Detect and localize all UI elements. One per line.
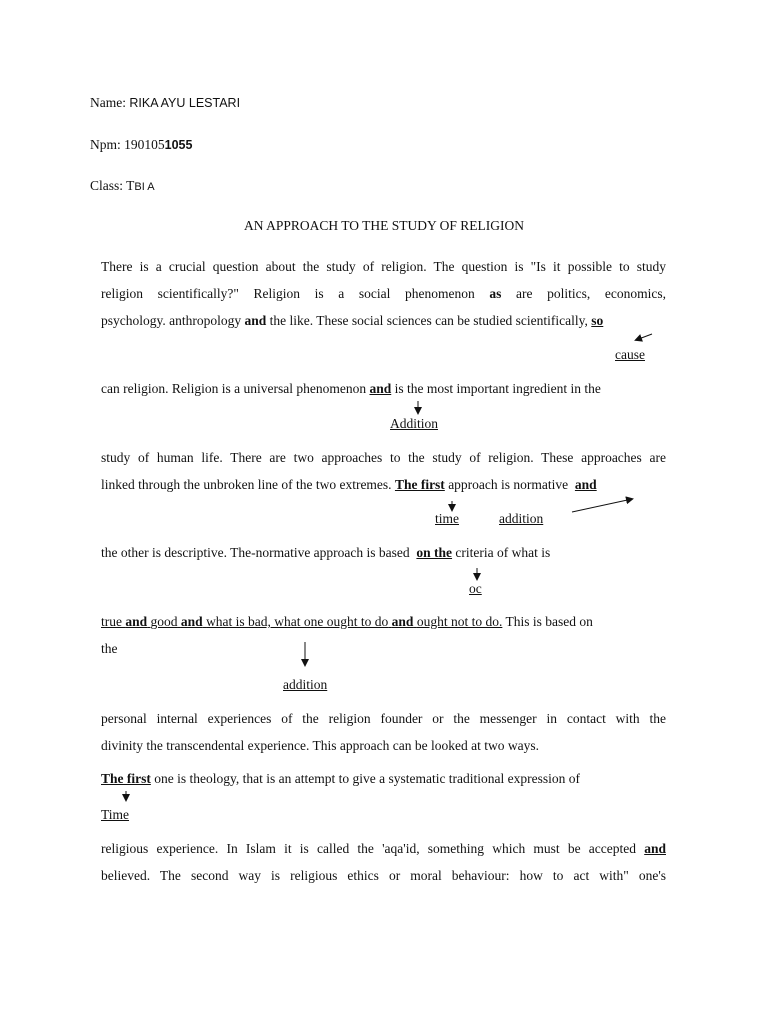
p7-line: The first one is theology, that is an attempt to give a systematic traditional expression of <box>101 771 581 786</box>
name-line <box>90 95 240 111</box>
note-time-2: Time <box>101 807 130 822</box>
arrow-cause <box>636 334 652 340</box>
p8-line2: believed. The second way is religious ethics or moral behaviour: how to act with" one's <box>101 868 666 883</box>
word-so: so <box>591 313 604 328</box>
npm-line <box>90 137 192 153</box>
class-label: Class: T <box>90 178 135 193</box>
name-value: RIKA AYU LESTARI <box>129 96 241 110</box>
note-addition-2: addition <box>499 511 544 526</box>
word-and-1: and <box>369 381 392 396</box>
class-value: BI A <box>134 181 155 193</box>
note-oc: oc <box>469 581 482 596</box>
name-label: Name: <box>90 95 126 110</box>
word-the-first-2: The first <box>101 771 151 786</box>
p5-line2: the <box>101 641 118 656</box>
word-and-2: and <box>574 477 597 492</box>
note-addition-1: Addition <box>390 416 439 431</box>
p1-line2: religion scientifically?" Religion is a social phenomenon as are politics, economics, <box>101 286 667 301</box>
p5-line1: true and good and what is bad, what one ought to do and ought not to do. This is based on <box>101 614 593 629</box>
class-line <box>90 178 155 194</box>
document-title: AN APPROACH TO THE STUDY OF RELIGION <box>243 218 525 233</box>
npm-label: Npm: 190105 <box>90 137 165 152</box>
p2-line: can religion. Religion is a universal phenomenon and is the most important ingredient in the <box>101 381 601 396</box>
word-and-3: and <box>644 841 666 856</box>
word-as: as <box>489 286 502 301</box>
note-time-1: time <box>435 511 459 526</box>
p1-line1: There is a crucial question about the study of religion. The question is "Is it possible to study <box>101 259 666 274</box>
note-addition-3: addition <box>283 677 328 692</box>
p1-line3: psychology. anthropology and the like. These social sciences can be studied scientifically, so <box>101 313 604 328</box>
p8-line1: religious experience. In Islam it is called the 'aqa'id, something which must be accepted and <box>101 841 666 856</box>
word-on-the: on the <box>416 545 453 560</box>
p6-line2: divinity the transcendental experience. This approach can be looked at two ways. <box>101 738 539 753</box>
p3-line2: linked through the unbroken line of the two extremes. The first approach is normative and <box>101 477 597 492</box>
npm-value: 1055 <box>164 138 193 152</box>
arrow-addition-2 <box>572 499 632 512</box>
word-the-first-1: The first <box>394 477 445 492</box>
p6-line1: personal internal experiences of the religion founder or the messenger in contact with the <box>101 711 666 726</box>
p3-line1: study of human life. There are two approaches to the study of religion. These approaches are <box>101 450 666 465</box>
p4-line: the other is descriptive. The-normative approach is based on the criteria of what is <box>101 545 551 560</box>
note-cause: cause <box>615 347 645 362</box>
